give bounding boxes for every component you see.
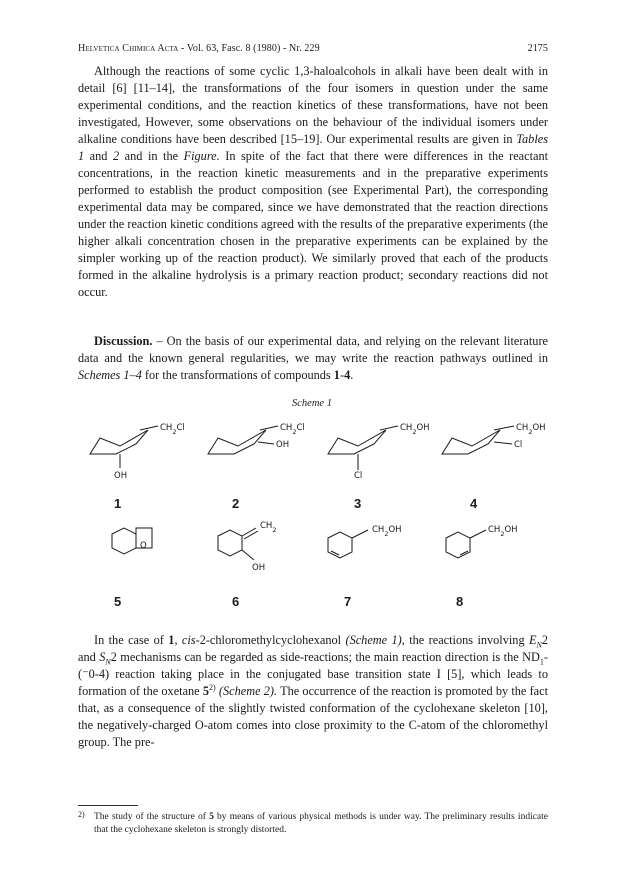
compound-number-5: 5 (114, 594, 122, 609)
text-fragment: -(⁻0-4) reaction taking place in the conjugated base transition state I [5], which leads to formation of the oxetane (78, 650, 548, 698)
compound-number-8: 8 (456, 594, 464, 609)
text-fragment: and in the (119, 149, 184, 163)
text-fragment: 5 (202, 684, 210, 698)
compound-number-4: 4 (470, 496, 478, 511)
footnote (78, 811, 548, 837)
text-fragment: The study of the structure of (94, 812, 210, 822)
text-fragment: N (536, 640, 542, 650)
structure-1 (90, 426, 158, 468)
text-fragment: N (105, 657, 111, 667)
structure-3 (328, 426, 398, 470)
structure-drawings (78, 420, 548, 615)
text-fragment: by means of various physical methods is under way. The preliminary results indicate that the cyclohexane skeleton is strongly distorted. (94, 812, 548, 835)
scheme-title: Scheme 1 (292, 398, 332, 409)
paragraph-results (78, 63, 548, 301)
page-number: 2175 (527, 43, 548, 54)
footnote-mark: 2) (78, 810, 85, 819)
text-fragment: Figure. (183, 149, 220, 163)
text-fragment: and (84, 149, 113, 163)
text-fragment: S (99, 650, 106, 664)
text-fragment: (Scheme 1) (345, 633, 402, 647)
paragraph-discussion-text (78, 333, 548, 384)
footnote-rule (78, 805, 138, 806)
text-fragment: 2 (112, 149, 120, 163)
scheme-1-structures (78, 420, 548, 615)
text-fragment: The occurrence of the reaction is promoted by the fact that, as a consequence of the slightly twisted conformation of the cyclohexane skeleton [10], the negatively-charged O-atom comes into close proximity to the C-atom of the chloromethyl group. The pre- (78, 684, 548, 749)
structure-7 (328, 530, 368, 558)
text-fragment: for the transformations of compounds (141, 368, 334, 382)
substituent-6-bottom: OH (252, 563, 266, 573)
paragraph-compound-1-text (78, 632, 548, 751)
running-head (78, 43, 548, 54)
substituent-2-bottom: OH (276, 440, 290, 450)
text-fragment: Schemes 1–4 (78, 368, 142, 382)
paragraph-results-text (78, 63, 548, 301)
structure-2 (208, 426, 278, 454)
text-fragment: 1 (539, 657, 544, 667)
text-fragment: E (529, 633, 537, 647)
text-fragment: In spite of the fact that there were differences in the reactant concentrations, in the reaction kinetic measurements and in the preparative experiments performed to establish the product composition (see Experimental Part), the corresponding experimental data may be compared, since we have demonstrated that the reaction directions under the reaction kinetic conditions agreed with the results of the preparative experiments (the higher alkali concentration chosen in the preparative experiments can be explained by the simpler working up of the reaction product). We similarly proved that each of the products formed in the alkaline hydrolysis is a primary reaction product; secondary reactions did not occur. (78, 149, 549, 299)
text-fragment: Tables 1 (78, 132, 548, 163)
text-fragment: 1 (168, 633, 175, 647)
substituent-5: O (140, 541, 147, 551)
text-fragment: 2 mechanisms can be regarded as side-reactions; the main reaction direction is the ND (110, 650, 540, 664)
paragraph-discussion (78, 333, 548, 384)
substituent-4-bottom: Cl (514, 440, 523, 450)
text-fragment: 5 (209, 812, 214, 822)
text-fragment: (Scheme 2). (218, 684, 278, 698)
compound-number-7: 7 (344, 594, 352, 609)
footnote-text (78, 811, 548, 837)
text-fragment: . (350, 368, 354, 382)
substituent-8-top: $CH_2OH$ (488, 525, 518, 538)
text-fragment: - (339, 368, 345, 382)
substituent-3-top: $CH_2OH$ (400, 423, 430, 436)
substituent-1-bottom: OH (114, 471, 128, 481)
text-fragment: 1 (333, 368, 340, 382)
compound-number-3: 3 (354, 496, 362, 511)
text-fragment: 4 (344, 368, 351, 382)
structure-8 (446, 530, 486, 558)
text-fragment: 2 and (78, 633, 549, 664)
substituent-2-top: $CH_2Cl$ (280, 423, 305, 436)
substituent-4-top: $CH_2OH$ (516, 423, 546, 436)
text-fragment: Discussion. (94, 334, 153, 348)
paragraph-compound-1 (78, 632, 548, 751)
journal-name: Helvetica Chimica Acta (78, 43, 179, 54)
text-fragment: Although the reactions of some cyclic 1,3-haloalcohols in alkali have been dealt with in detail [6] [11–14], the transformations of the four isomers in question under the same experimental conditions, and the reaction kinetics of these transformations, have not been investigated, However, some observations on the behaviour of the individual isomers under alkaline conditions have been described [15–19]. Our experimental results are given in (78, 64, 548, 146)
substituent-7-top: $CH_2OH$ (372, 525, 402, 538)
journal-details: - Vol. 63, Fasc. 8 (1980) - Nr. 229 (178, 43, 320, 54)
structure-4 (442, 426, 514, 454)
substituent-1-top: $CH_2Cl$ (160, 423, 185, 436)
text-fragment: , (174, 633, 182, 647)
text-fragment: , the reactions involving (401, 633, 529, 647)
substituent-6-top: $CH_2$ (260, 521, 277, 534)
compound-number-2: 2 (232, 496, 240, 511)
text-fragment: In the case of (94, 633, 169, 647)
text-fragment: – On the basis of our experimental data, and relying on the relevant literature data and the known general regularities, we may write the reaction pathways outlined in (78, 334, 548, 365)
compound-number-6: 6 (232, 594, 240, 609)
text-fragment: 2) (209, 682, 216, 692)
substituent-3-bottom: Cl (354, 471, 363, 481)
text-fragment: cis (181, 633, 196, 647)
compound-number-1: 1 (114, 496, 122, 511)
structure-6 (218, 528, 258, 560)
text-fragment: -2-chloromethylcyclohexanol (195, 633, 346, 647)
